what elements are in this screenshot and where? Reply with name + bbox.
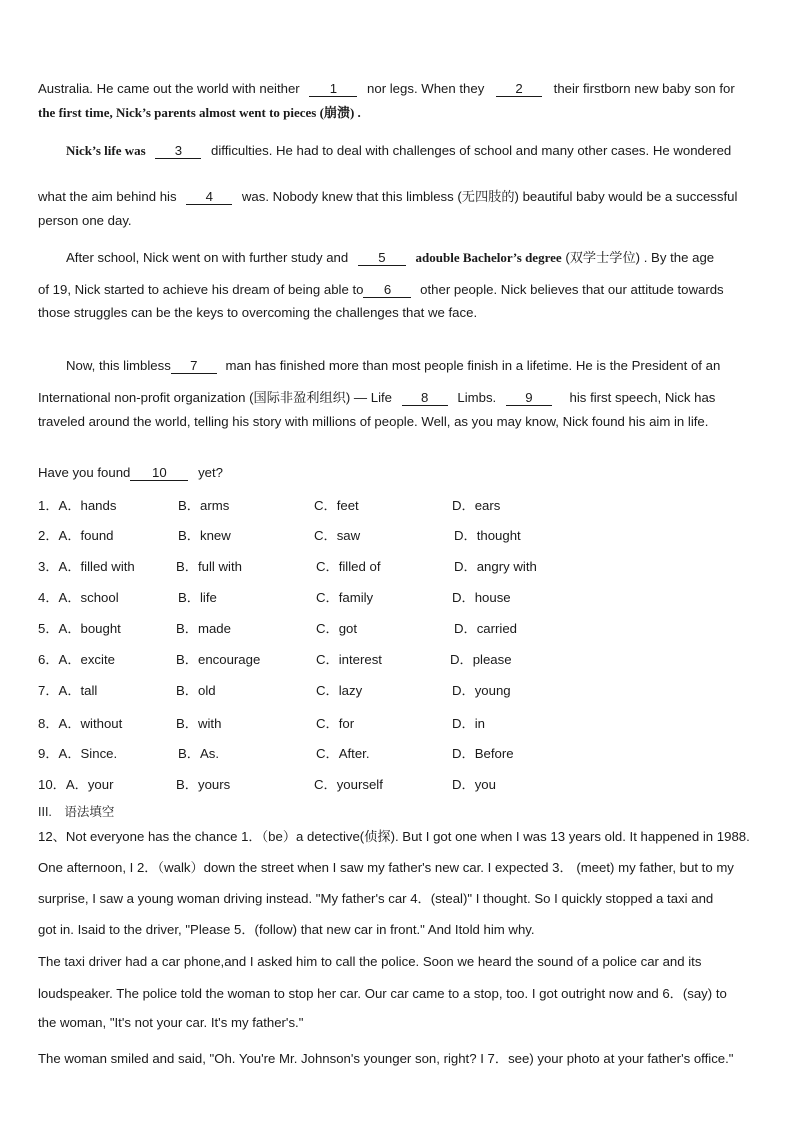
section-heading: III. 语法填空 (38, 805, 115, 819)
passage-line: person one day. (38, 213, 132, 228)
section-line: One afternoon, I 2．（walk）down the street when I saw my father's new car. I expected 3． (meet) my father, but to my (38, 860, 734, 875)
passage-line (38, 81, 735, 97)
option-c: C．lazy (316, 683, 363, 698)
passage-text: Australia. He came out the world with neither (38, 81, 300, 96)
option-d: D．angry with (454, 559, 537, 574)
blank-2: 2 (496, 82, 542, 97)
passage-text: was. Nobody knew that this limbless (无四肢的) beautiful baby would be a successful (241, 189, 738, 204)
option-b: B．encourage (176, 652, 261, 667)
option-a: 10．A．your (38, 777, 114, 792)
blank-8: 8 (402, 391, 448, 406)
passage-text: adouble Bachelor’s degree (415, 250, 562, 265)
passage-line (38, 465, 223, 481)
passage-line (38, 390, 715, 406)
option-c: C．for (316, 716, 355, 731)
section-line: 12、Not everyone has the chance 1．（be）a detective(侦探). But I got one when I was 13 years old. It happened in 1988. (38, 829, 750, 844)
option-a: 4．A．school (38, 590, 119, 605)
passage-line (66, 143, 731, 159)
option-d: D．carried (454, 621, 518, 636)
option-c: C．family (316, 590, 374, 605)
option-c: C．filled of (316, 559, 381, 574)
passage-text: what the aim behind his (38, 189, 177, 204)
passage-line (66, 250, 714, 266)
blank-3: 3 (155, 144, 201, 159)
option-a: 8．A．without (38, 716, 123, 731)
passage-text: other people. Nick believes that our attitude towards (420, 282, 724, 297)
option-c: C．interest (316, 652, 382, 667)
section-line: loudspeaker. The police told the woman to stop her car. Our car came to a stop, too. I got outright now and 6．(say) to (38, 986, 727, 1001)
option-c: C．After. (316, 746, 370, 761)
option-d: D．thought (454, 528, 521, 543)
section-line: The taxi driver had a car phone,and I asked him to call the police. Soon we heard the sound of a police car and its (38, 954, 702, 969)
passage-text: International non-profit organization (国际非盈利组织) — Life (38, 390, 393, 405)
option-a: 3．A．filled with (38, 559, 135, 574)
blank-5: 5 (358, 251, 406, 266)
passage-text: Have you found (38, 465, 131, 480)
blank-1: 1 (309, 82, 357, 97)
option-a: 2．A．found (38, 528, 114, 543)
option-d: D．ears (452, 498, 501, 513)
blank-10: 10 (130, 466, 188, 481)
passage-text: their firstborn new baby son for (553, 81, 735, 96)
option-c: C．yourself (314, 777, 383, 792)
passage-text: After school, Nick went on with further study and (66, 250, 349, 265)
option-c: C．saw (314, 528, 361, 543)
option-b: B．full with (176, 559, 242, 574)
option-b: B．knew (178, 528, 231, 543)
section-line: got in. Isaid to the driver, "Please 5．(follow) that new car in front." And Itold him why. (38, 922, 535, 937)
option-d: D．Before (452, 746, 514, 761)
passage-text: nor legs. When they (367, 81, 485, 96)
passage-text: (双学士学位) . By the age (565, 250, 715, 265)
option-d: D．in (452, 716, 485, 731)
option-b: B．yours (176, 777, 231, 792)
option-a: 6．A．excite (38, 652, 115, 667)
option-d: D．please (450, 652, 512, 667)
option-b: B．arms (178, 498, 230, 513)
section-line: surprise, I saw a young woman driving instead. "My father's car 4．(steal)" I thought. So I quickly stopped a taxi and (38, 891, 714, 906)
option-b: B．old (176, 683, 216, 698)
passage-text: his first speech, Nick has (569, 390, 716, 405)
blank-4: 4 (186, 190, 232, 205)
option-a: 7．A．tall (38, 683, 98, 698)
passage-line: the first time, Nick’s parents almost went to pieces (崩溃) . (38, 105, 361, 120)
passage-text: Nick’s life was (66, 143, 146, 158)
option-a: 5．A．bought (38, 621, 121, 636)
option-b: B．with (176, 716, 222, 731)
passage-text: Limbs. (457, 390, 497, 405)
passage-text: Now, this limbless (66, 358, 171, 373)
option-b: B．life (178, 590, 217, 605)
passage-text: yet? (198, 465, 223, 480)
option-d: D．house (452, 590, 511, 605)
passage-line (66, 358, 720, 374)
section-line: The woman smiled and said, "Oh. You're Mr. Johnson's younger son, right? I 7．see) your photo at your father's office." (38, 1051, 734, 1066)
blank-7: 7 (171, 359, 217, 374)
option-d: D．young (452, 683, 511, 698)
blank-9: 9 (506, 391, 552, 406)
option-a: 9．A．Since. (38, 746, 118, 761)
passage-text: difficulties. He had to deal with challenges of school and many other cases. He wondered (211, 143, 732, 158)
passage-line (38, 189, 737, 205)
option-b: B．made (176, 621, 231, 636)
blank-6: 6 (363, 283, 411, 298)
passage-line: traveled around the world, telling his story with millions of people. Well, as you may know, Nick found his aim in life. (38, 414, 709, 429)
section-line: the woman, "It's not your car. It's my father's." (38, 1015, 304, 1030)
passage-text: man has finished more than most people finish in a lifetime. He is the President of an (225, 358, 721, 373)
option-b: B．As. (178, 746, 220, 761)
passage-line (38, 282, 724, 298)
option-c: C．feet (314, 498, 359, 513)
passage-text: of 19, Nick started to achieve his dream of being able to (38, 282, 364, 297)
option-a: 1．A．hands (38, 498, 117, 513)
passage-line: those struggles can be the keys to overcoming the challenges that we face. (38, 305, 478, 320)
option-d: D．you (452, 777, 496, 792)
option-c: C．got (316, 621, 358, 636)
